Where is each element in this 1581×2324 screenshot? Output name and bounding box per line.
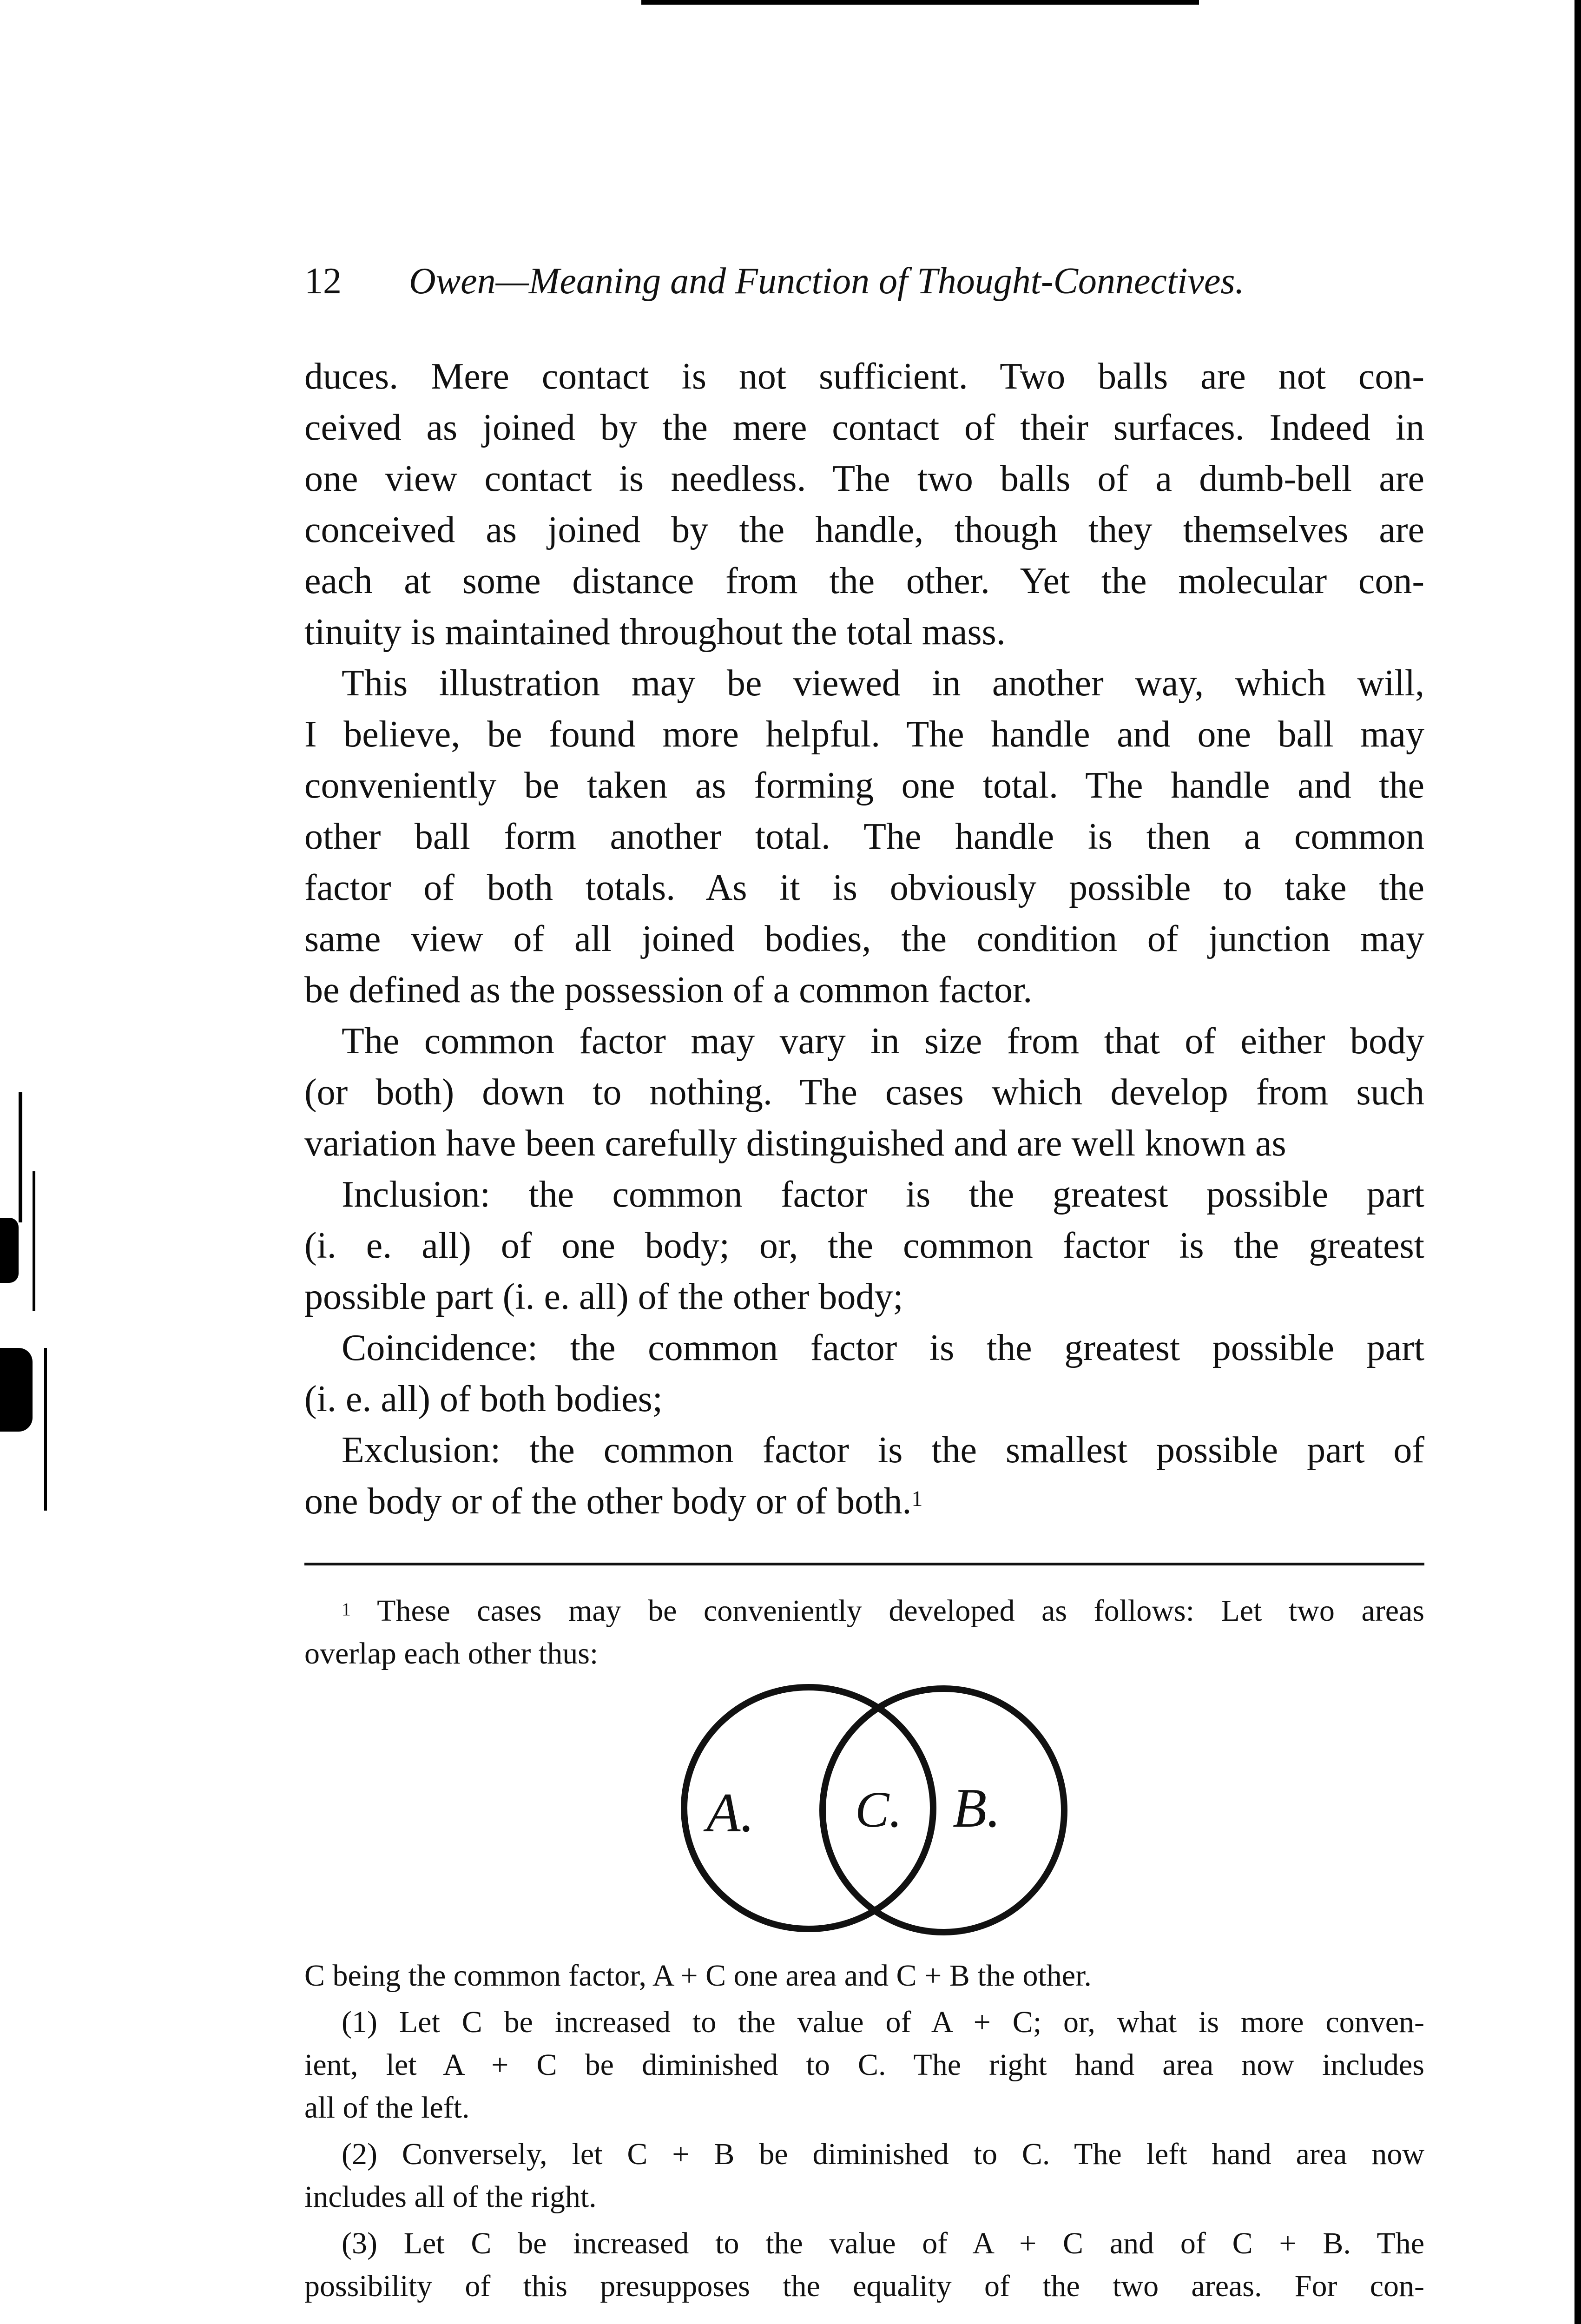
text-line: (or both) down to nothing. The cases which develop from such xyxy=(304,1072,1424,1113)
footnote-line: includes all of the right. xyxy=(304,2180,597,2214)
text-line: Coincidence: the common factor is the greatest possible part xyxy=(342,1327,1424,1368)
text-line: one body or of the other body or of both. xyxy=(304,1481,912,1522)
text-line: each at some distance from the other. Yet the molecular con- xyxy=(304,561,1424,601)
text-line: possible part (i. e. all) of the other body; xyxy=(304,1276,903,1317)
footnote-line: ient, let A + C be diminished to C. The right hand area now includes xyxy=(304,2048,1424,2082)
scan-mark-left-4 xyxy=(0,1348,33,1432)
text-line: (i. e. all) of one body; or, the common factor is the greatest xyxy=(304,1225,1424,1266)
text-line: The common factor may vary in size from that of either body xyxy=(342,1021,1424,1062)
text-line: same view of all joined bodies, the condition of junction may xyxy=(304,918,1424,959)
text-line: (i. e. all) of both bodies; xyxy=(304,1379,663,1419)
label-a: A. xyxy=(706,1782,755,1843)
page-number: 12 xyxy=(304,261,342,302)
text-line: Exclusion: the common factor is the smallest possible part of xyxy=(342,1430,1424,1471)
footnote-paragraph-2 xyxy=(304,2133,1424,2218)
footnote-mark: 1 xyxy=(342,1599,351,1620)
text-line: tinuity is maintained throughout the total mass. xyxy=(304,612,1006,653)
overlapping-circles-diagram xyxy=(665,1678,1074,1943)
spacer xyxy=(304,2218,1424,2222)
text-line: be defined as the possession of a common factor. xyxy=(304,970,1033,1010)
text-line: other ball form another total. The handle is then a common xyxy=(304,816,1424,857)
text-line: I believe, be found more helpful. The handle and one ball may xyxy=(304,714,1424,755)
footnote-separator xyxy=(304,1563,1424,1565)
text-line-with-footnote xyxy=(304,1476,1424,1527)
footnote-line-with-mark xyxy=(304,1590,1424,1632)
footnote-paragraph-1 xyxy=(304,2001,1424,2129)
scan-mark-left-1 xyxy=(19,1092,22,1222)
footnote-line: (2) Conversely, let C + B be diminished to C. The left hand area now xyxy=(342,2137,1424,2171)
text-line: conceived as joined by the handle, though they themselves are xyxy=(304,509,1424,550)
text-line: factor of both totals. As it is obviously possible to take the xyxy=(304,867,1424,908)
footnote-line: C being the common factor, A + C one area and C + B the other. xyxy=(304,1959,1092,1993)
footnote-line: all of the left. xyxy=(304,2091,470,2125)
text-line: duces. Mere contact is not sufficient. Two balls are not con- xyxy=(304,356,1424,397)
paragraph-1 xyxy=(304,351,1424,658)
scan-edge-top xyxy=(641,0,1199,5)
scan-mark-left-2 xyxy=(0,1218,19,1283)
paragraph-exclusion xyxy=(304,1425,1424,1527)
spacer xyxy=(304,1997,1424,2001)
paragraph-3 xyxy=(304,1016,1424,1169)
footnote xyxy=(304,1590,1424,1675)
text-line: Inclusion: the common factor is the greatest possible part xyxy=(342,1174,1424,1215)
footnote-line: possibility of this presupposes the equality of the two areas. For con- xyxy=(304,2269,1424,2303)
footnote-line: (1) Let C be increased to the value of A + C; or, what is more conven- xyxy=(342,2005,1424,2039)
text-line: conveniently be taken as forming one total. The handle and the xyxy=(304,765,1424,806)
running-title: Owen—Meaning and Function of Thought-Connectives. xyxy=(409,261,1245,302)
text-line: one view contact is needless. The two balls of a dumb-bell are xyxy=(304,458,1424,499)
scan-mark-left-5 xyxy=(44,1348,47,1511)
footnote-paragraph-0 xyxy=(304,1954,1424,1997)
text-line: variation have been carefully distinguished and are well known as xyxy=(304,1123,1286,1164)
spacer xyxy=(304,2129,1424,2133)
text-line: This illustration may be viewed in another way, which will, xyxy=(342,663,1424,704)
footnote-reference[interactable]: 1 xyxy=(911,1486,923,1512)
footnote-paragraph-3 xyxy=(304,2222,1424,2308)
footnote-line: overlap each other thus: xyxy=(304,1637,599,1670)
paragraph-coincidence xyxy=(304,1322,1424,1425)
text-line: ceived as joined by the mere contact of their surfaces. Indeed in xyxy=(304,407,1424,448)
label-c: C. xyxy=(855,1781,902,1838)
scan-border-right xyxy=(1574,0,1581,2324)
footnote-continuation xyxy=(304,1954,1424,2308)
footnote-line: (3) Let C be increased to the value of A + C and of C + B. The xyxy=(342,2226,1424,2260)
paragraph-inclusion xyxy=(304,1169,1424,1322)
footnote-line: These cases may be conveniently developed as follows: Let two areas xyxy=(377,1594,1424,1628)
scan-mark-left-3 xyxy=(33,1171,35,1311)
body-text xyxy=(304,351,1424,1527)
page-header xyxy=(304,260,1429,311)
paragraph-2 xyxy=(304,658,1424,1016)
label-b: B. xyxy=(953,1777,1001,1839)
